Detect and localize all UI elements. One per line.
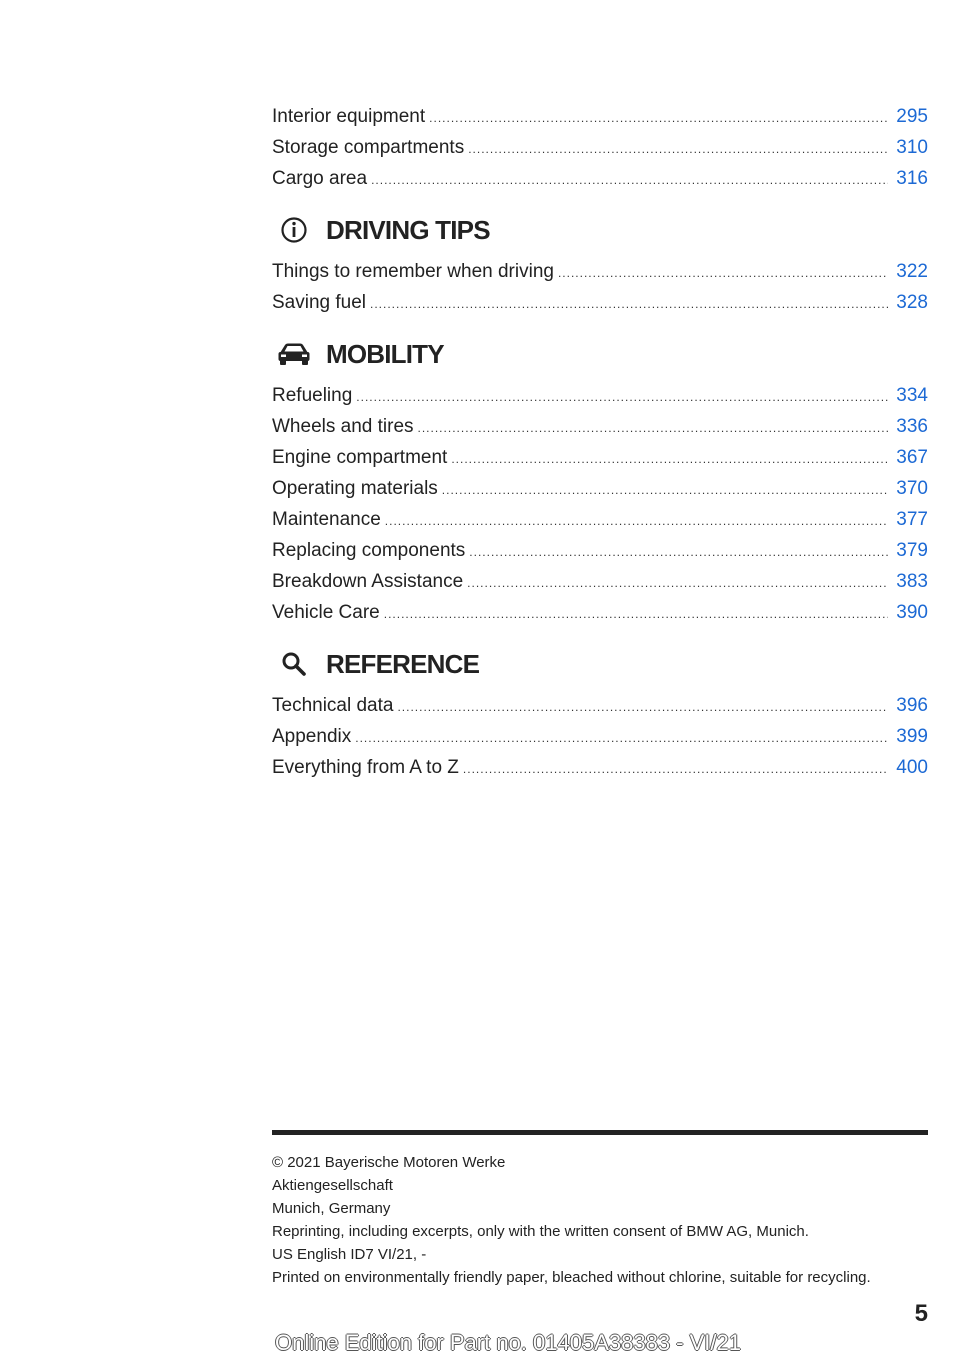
toc-entry-title: Technical data [272,695,394,716]
toc-top-entries [272,101,928,194]
toc-entry-title: Breakdown Assistance [272,571,464,592]
toc-entry-title: Maintenance [272,509,381,530]
dot-leader [468,134,888,165]
toc-entry-interior-equipment[interactable] [272,101,928,132]
toc-entry-title: Replacing components [272,540,466,561]
toc-entry-saving-fuel[interactable] [272,287,928,318]
toc-entry-things-to-remember[interactable] [272,256,928,287]
toc-entry-cargo-area[interactable] [272,163,928,194]
toc-entry-title: Operating materials [272,478,438,499]
toc-entry-wheels-and-tires[interactable] [272,411,928,442]
dot-leader [355,723,888,754]
section-heading-driving-tips [272,212,928,248]
toc-entry-title: Cargo area [272,168,368,189]
toc-entry-title: Saving fuel [272,292,367,313]
toc-entry-page-link[interactable]: 400 [896,757,928,778]
dot-leader [385,506,889,537]
toc-entry-title: Engine compartment [272,447,448,468]
toc-entry-page-link[interactable]: 336 [896,416,928,437]
toc-entry-maintenance[interactable] [272,504,928,535]
section-title: MOBILITY [326,338,444,369]
toc-entry-breakdown-assistance[interactable] [272,566,928,597]
toc-entry-title: Things to remember when driving [272,261,554,282]
paper-notice: Printed on environmentally friendly paper, bleached without chlorine, suitable for recycling. [272,1269,871,1286]
section-title: REFERENCE [326,648,480,679]
toc-entry-page-link[interactable]: 316 [896,168,928,189]
toc-entry-title: Refueling [272,385,353,406]
dot-leader [356,382,888,413]
toc-entry-page-link[interactable]: 383 [896,571,928,592]
toc-entry-replacing-components[interactable] [272,535,928,566]
toc-entry-page-link[interactable]: 328 [896,292,928,313]
toc-entry-title: Vehicle Care [272,602,380,623]
toc-entry-title: Wheels and tires [272,416,414,437]
toc-entry-page-link[interactable]: 370 [896,478,928,499]
toc-entry-vehicle-care[interactable] [272,597,928,628]
company-line: Aktiengesellschaft [272,1177,393,1194]
section-title: DRIVING TIPS [326,214,490,245]
toc-entry-page-link[interactable]: 396 [896,695,928,716]
footer-divider [272,1130,928,1135]
toc-entry-page-link[interactable]: 367 [896,447,928,468]
toc-entry-title: Interior equipment [272,106,426,127]
imprint-footer [272,1130,928,1289]
info-icon [274,212,314,248]
toc-entry-appendix[interactable] [272,721,928,752]
toc-entry-page-link[interactable]: 377 [896,509,928,530]
dot-leader [371,165,888,196]
toc-entry-title: Everything from A to Z [272,757,459,778]
toc-entry-storage-compartments[interactable] [272,132,928,163]
online-edition-watermark: Online Edition for Part no. 01405A38383 - VI/21 [275,1330,741,1355]
dot-leader [558,258,888,289]
dot-leader [384,599,889,630]
toc-entry-page-link[interactable]: 322 [896,261,928,282]
search-icon [274,646,314,682]
section-heading-reference [272,646,928,682]
toc-entry-everything-a-to-z[interactable] [272,752,928,783]
toc-entry-technical-data[interactable] [272,690,928,721]
copyright-line: © 2021 Bayerische Motoren Werke [272,1154,506,1171]
dot-leader [467,568,888,599]
edition-line: US English ID7 VI/21, - [272,1246,427,1263]
dot-leader [451,444,888,475]
dot-leader [397,692,888,723]
toc-entry-page-link[interactable]: 295 [896,106,928,127]
location-line: Munich, Germany [272,1200,391,1217]
toc-entry-operating-materials[interactable] [272,473,928,504]
toc-entry-refueling[interactable] [272,380,928,411]
toc-entry-engine-compartment[interactable] [272,442,928,473]
dot-leader [469,537,888,568]
toc-entry-page-link[interactable]: 399 [896,726,928,747]
dot-leader [418,413,889,444]
toc-entry-page-link[interactable]: 310 [896,137,928,158]
page-number: 5 [914,1300,928,1327]
toc-entry-title: Storage compartments [272,137,465,158]
dot-leader [370,289,888,320]
toc-entry-title: Appendix [272,726,352,747]
car-icon [274,336,314,372]
toc-entry-page-link[interactable]: 379 [896,540,928,561]
section-heading-mobility [272,336,928,372]
toc-entry-page-link[interactable]: 390 [896,602,928,623]
toc-entry-page-link[interactable]: 334 [896,385,928,406]
reprint-notice: Reprinting, including excerpts, only with the written consent of BMW AG, Munich. [272,1223,809,1240]
dot-leader [442,475,889,506]
dot-leader [429,103,888,134]
dot-leader [463,754,888,785]
table-of-contents [272,101,928,783]
